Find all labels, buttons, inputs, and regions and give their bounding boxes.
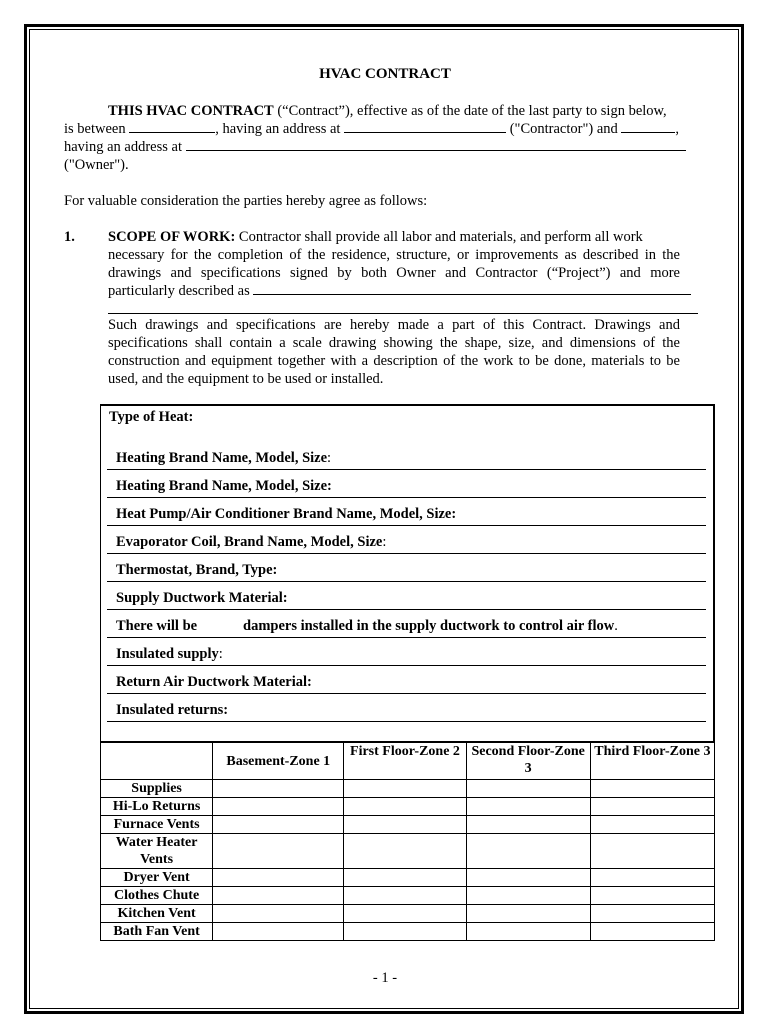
zone-entry-cell[interactable]: [590, 834, 714, 869]
zone-entry-cell[interactable]: [344, 887, 466, 905]
supply-ductwork-label: Supply Ductwork Material:: [116, 590, 288, 606]
zone-table-row: [101, 798, 715, 816]
intro-line-2: [64, 120, 679, 138]
zone-entry-cell[interactable]: [213, 887, 344, 905]
zone-table-row: [101, 834, 715, 869]
owner-address-blank[interactable]: [186, 138, 686, 151]
type-of-heat-label: Type of Heat:: [109, 409, 194, 425]
zone-entry-cell[interactable]: [466, 923, 590, 941]
section-1-para2-line-1: Such drawings and specifications are hereby made a part of this Contract. Drawings and: [108, 317, 680, 333]
intro-line-1-rest: (“Contract”), effective as of the date of the last party to sign below,: [273, 103, 667, 119]
zone-entry-cell[interactable]: [344, 869, 466, 887]
contractor-name-blank[interactable]: [129, 120, 215, 133]
thermostat-label: Thermostat, Brand, Type:: [116, 562, 278, 578]
document-title: HVAC CONTRACT: [319, 66, 451, 82]
zone-row-label: Supplies: [101, 780, 213, 798]
zone-entry-cell[interactable]: [213, 869, 344, 887]
zone-entry-cell[interactable]: [466, 816, 590, 834]
evaporator-line[interactable]: [107, 553, 706, 554]
zone-entry-cell[interactable]: [466, 887, 590, 905]
insulated-supply-line[interactable]: [107, 665, 706, 666]
zone-table-row: [101, 869, 715, 887]
insulated-supply-text: Insulated supply: [116, 646, 219, 662]
heating-brand-1-label: [116, 450, 331, 467]
zone-row-label: Hi-Lo Returns: [101, 798, 213, 816]
zone-entry-cell[interactable]: [590, 887, 714, 905]
zone-header-cell: Third Floor-Zone 3: [590, 743, 714, 780]
section-1-para2-line-3: construction and equipment together with a description of the work to be done, materials to be: [108, 353, 680, 369]
intro-comma: ,: [675, 121, 680, 137]
contractor-address-blank[interactable]: [344, 120, 506, 133]
zone-header-row: [101, 743, 715, 780]
zone-entry-cell[interactable]: [466, 834, 590, 869]
zone-table-row: [101, 816, 715, 834]
evaporator-text: Evaporator Coil, Brand Name, Model, Size: [116, 534, 383, 550]
section-1-para2-line-2: specifications shall contain a scale drawing showing the shape, size, and dimensions of the: [108, 335, 680, 351]
zone-row-label: Kitchen Vent: [101, 905, 213, 923]
zone-row-label: Bath Fan Vent: [101, 923, 213, 941]
zone-header-cell: Basement-Zone 1: [213, 743, 344, 780]
zone-entry-cell[interactable]: [344, 834, 466, 869]
heating-brand-1-colon: :: [327, 450, 332, 466]
zone-entry-cell[interactable]: [344, 923, 466, 941]
section-1-line-4: [108, 282, 691, 300]
zone-entry-cell[interactable]: [213, 834, 344, 869]
zone-entry-cell[interactable]: [590, 816, 714, 834]
zone-entry-cell[interactable]: [344, 905, 466, 923]
heating-brand-1-line[interactable]: [107, 469, 706, 470]
intro-lead: THIS HVAC CONTRACT: [108, 103, 274, 119]
evaporator-colon: :: [382, 534, 387, 550]
project-description-blank-2[interactable]: [108, 313, 698, 314]
owner-name-blank[interactable]: [621, 120, 675, 133]
intro-line-3: [64, 138, 686, 156]
zone-row-label: Furnace Vents: [101, 816, 213, 834]
intro-between: is between: [64, 121, 126, 137]
dampers-text: [243, 618, 618, 635]
supply-ductwork-line[interactable]: [107, 609, 706, 610]
insulated-returns-label: Insulated returns:: [116, 702, 229, 718]
intro-contractor: ("Contractor") and: [509, 121, 618, 137]
zone-entry-cell[interactable]: [590, 905, 714, 923]
zone-entry-cell[interactable]: [466, 780, 590, 798]
zone-row-label: Clothes Chute: [101, 887, 213, 905]
zone-entry-cell[interactable]: [213, 798, 344, 816]
zone-header-cell: Second Floor-Zone 3: [466, 743, 590, 780]
zone-table-row: [101, 905, 715, 923]
zone-table-row: [101, 780, 715, 798]
zone-table-row: [101, 923, 715, 941]
page-number: - 1 -: [372, 970, 398, 986]
thermostat-line[interactable]: [107, 581, 706, 582]
consideration-text: For valuable consideration the parties hereby agree as follows:: [64, 193, 428, 209]
zone-entry-cell[interactable]: [466, 869, 590, 887]
zone-entry-cell[interactable]: [590, 780, 714, 798]
zone-entry-cell[interactable]: [590, 923, 714, 941]
zone-entry-cell[interactable]: [590, 869, 714, 887]
intro-line-1: [108, 102, 667, 120]
heat-pump-label: Heat Pump/Air Conditioner Brand Name, Model, Size:: [116, 506, 457, 522]
return-air-line[interactable]: [107, 693, 706, 694]
vent-zone-table: [100, 742, 715, 941]
insulated-supply-label: [116, 646, 223, 663]
heating-brand-2-line[interactable]: [107, 497, 706, 498]
zone-entry-cell[interactable]: [213, 905, 344, 923]
zone-entry-cell[interactable]: [344, 798, 466, 816]
zone-entry-cell[interactable]: [213, 923, 344, 941]
zone-entry-cell[interactable]: [466, 798, 590, 816]
project-description-blank[interactable]: [253, 282, 691, 295]
section-1-number: 1.: [64, 229, 75, 245]
zone-table-row: [101, 887, 715, 905]
intro-having-address: , having an address at: [215, 121, 341, 137]
zone-row-label: Water Heater Vents: [101, 834, 213, 869]
dampers-line[interactable]: [107, 637, 706, 638]
zone-entry-cell[interactable]: [466, 905, 590, 923]
insulated-supply-colon: :: [218, 646, 223, 662]
intro-owner: ("Owner").: [64, 157, 129, 173]
zone-entry-cell[interactable]: [590, 798, 714, 816]
section-1-para2-line-4: used, and the equipment to be used or installed.: [108, 371, 384, 387]
section-1-heading: SCOPE OF WORK:: [108, 229, 236, 245]
section-1-line-2: necessary for the completion of the residence, structure, or improvements as described in the: [108, 247, 680, 263]
project-description-label: particularly described as: [108, 283, 250, 299]
heat-pump-line[interactable]: [107, 525, 706, 526]
intro-owner-address-label: having an address at: [64, 139, 182, 155]
return-air-label: Return Air Ductwork Material:: [116, 674, 312, 690]
zone-table-body: [101, 780, 715, 941]
zone-row-label: Dryer Vent: [101, 869, 213, 887]
section-1-line-3: drawings and specifications signed by both Owner and Contractor (“Project”) and more: [108, 265, 680, 281]
heating-brand-1-text: Heating Brand Name, Model, Size: [116, 450, 328, 466]
zone-header-blank: [101, 743, 213, 780]
section-1-line-1-rest: Contractor shall provide all labor and materials, and perform all work: [235, 229, 643, 245]
dampers-description: dampers installed in the supply ductwork to control air flow: [243, 618, 615, 634]
dampers-period: .: [614, 618, 618, 634]
section-1-line-1: [108, 228, 643, 246]
dampers-label: There will be: [116, 618, 198, 634]
heating-brand-2-label: Heating Brand Name, Model, Size:: [116, 478, 332, 494]
evaporator-label: [116, 534, 386, 551]
zone-entry-cell[interactable]: [344, 816, 466, 834]
zone-entry-cell[interactable]: [344, 780, 466, 798]
zone-entry-cell[interactable]: [213, 780, 344, 798]
zone-entry-cell[interactable]: [213, 816, 344, 834]
insulated-returns-line[interactable]: [107, 721, 706, 722]
zone-header-cell: First Floor-Zone 2: [344, 743, 466, 780]
